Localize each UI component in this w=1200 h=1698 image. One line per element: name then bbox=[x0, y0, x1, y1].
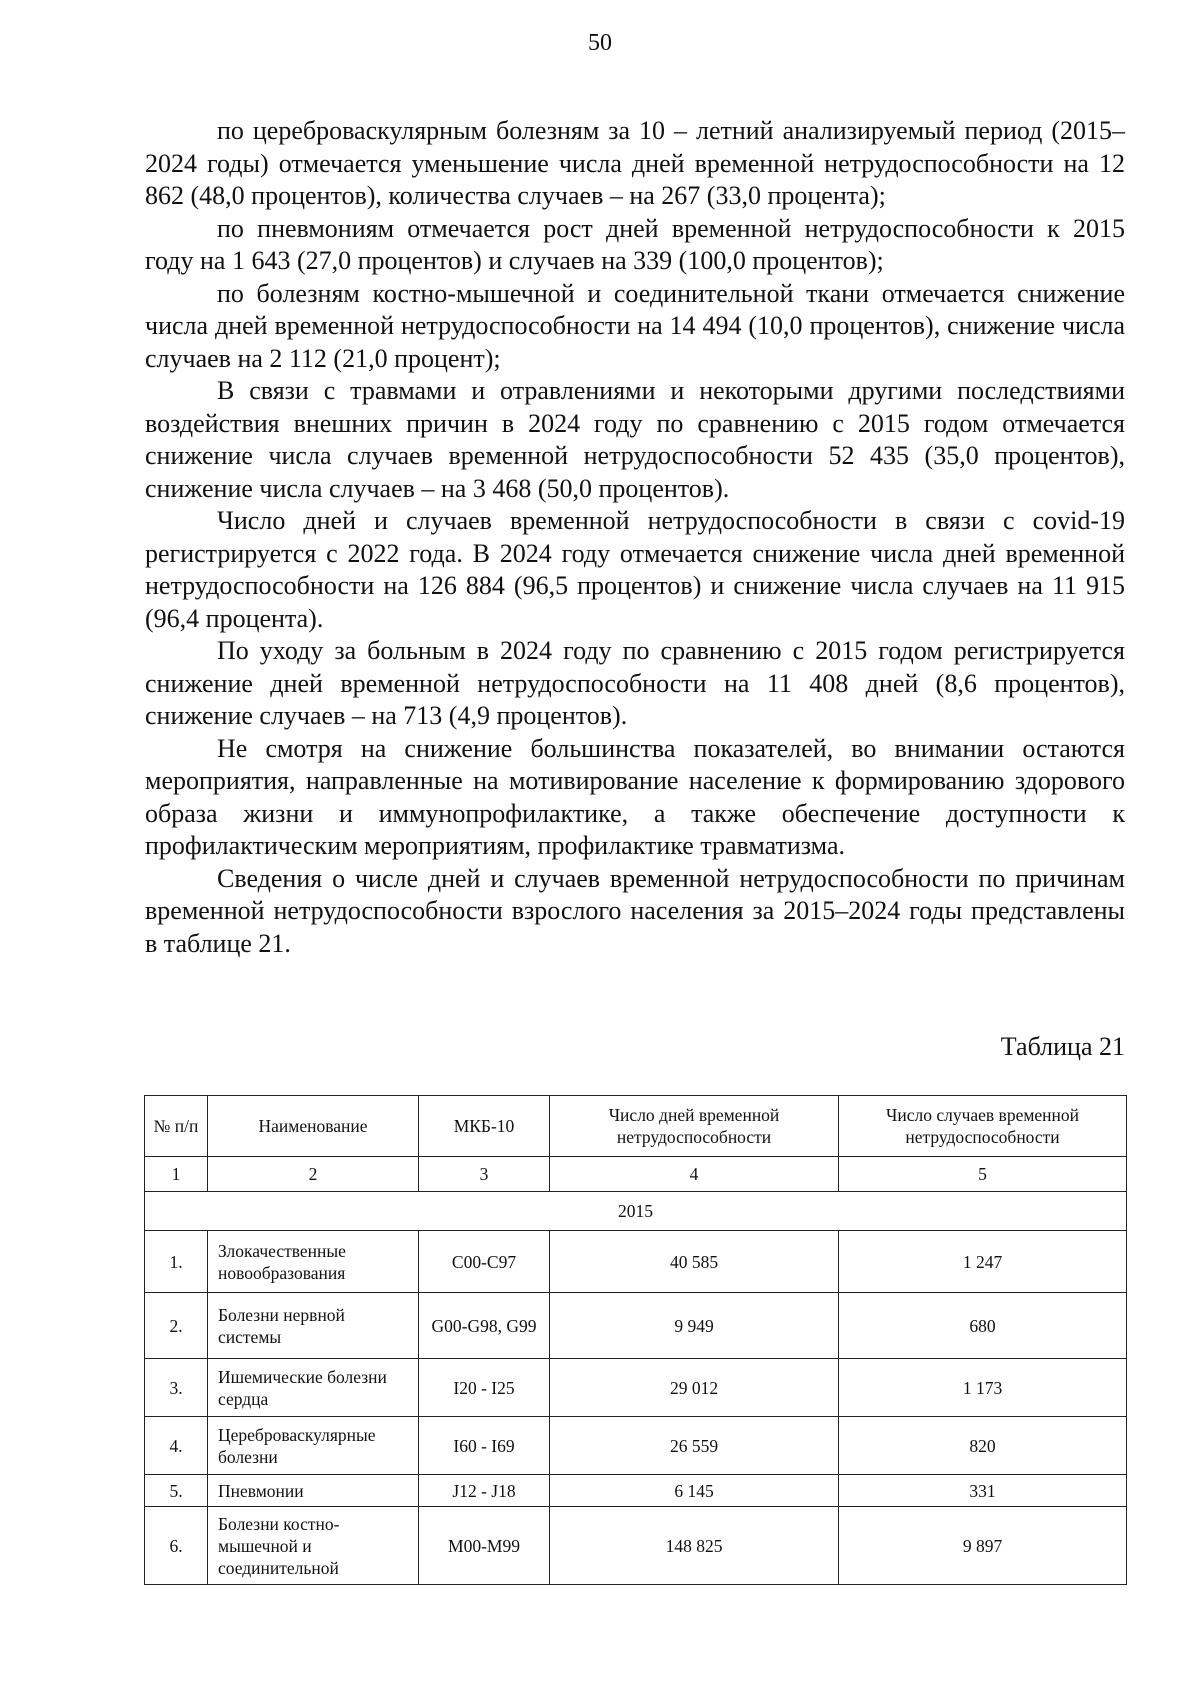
column-numbers-row bbox=[145, 1157, 1127, 1192]
column-number: 5 bbox=[839, 1157, 1127, 1192]
row-num: 1. bbox=[145, 1231, 208, 1293]
row-days: 40 585 bbox=[550, 1231, 839, 1293]
row-name: Злокачественные новообразования bbox=[208, 1231, 419, 1293]
year-row bbox=[145, 1192, 1127, 1231]
table-caption: Таблица 21 bbox=[1000, 1032, 1125, 1061]
row-name: Пневмонии bbox=[208, 1475, 419, 1507]
row-mkb: I20 - I25 bbox=[419, 1359, 550, 1417]
row-cases: 1 247 bbox=[839, 1231, 1127, 1293]
page-number: 50 bbox=[588, 30, 612, 56]
paragraph: по болезням костно-мышечной и соединительной ткани отмечается снижение числа дней временной нетрудоспособности на 14 494 (10,0 процентов), снижение числа случаев на 2 112 (21,0 процент); bbox=[145, 278, 1125, 373]
row-mkb: C00-C97 bbox=[419, 1231, 550, 1293]
table-row bbox=[145, 1231, 1127, 1293]
row-cases: 9 897 bbox=[839, 1507, 1127, 1585]
body-text bbox=[145, 115, 1125, 960]
paragraph: по пневмониям отмечается рост дней временной нетрудоспособности к 2015 году на 1 643 (27,0 процентов) и случаев на 339 (100,0 процентов); bbox=[145, 213, 1125, 275]
row-cases: 1 173 bbox=[839, 1359, 1127, 1417]
header-mkb: МКБ-10 bbox=[419, 1096, 550, 1157]
row-num: 2. bbox=[145, 1293, 208, 1359]
column-number: 3 bbox=[419, 1157, 550, 1192]
table-row bbox=[145, 1293, 1127, 1359]
row-name: Цереброваскулярные болезни bbox=[208, 1417, 419, 1475]
row-mkb: J12 - J18 bbox=[419, 1475, 550, 1507]
row-days: 148 825 bbox=[550, 1507, 839, 1585]
paragraph: Не смотря на снижение большинства показателей, во внимании остаются мероприятия, направленные на мотивирование население к формированию здорового образа жизни и иммунопрофилактике, а также обеспечение доступности к профилактическим мероприятиям, профилактике травматизма. bbox=[145, 733, 1125, 860]
row-num: 3. bbox=[145, 1359, 208, 1417]
column-number: 2 bbox=[208, 1157, 419, 1192]
row-days: 6 145 bbox=[550, 1475, 839, 1507]
column-number: 4 bbox=[550, 1157, 839, 1192]
table-row bbox=[145, 1475, 1127, 1507]
data-table bbox=[144, 1095, 1127, 1585]
row-mkb: M00-M99 bbox=[419, 1507, 550, 1585]
row-cases: 680 bbox=[839, 1293, 1127, 1359]
table-row bbox=[145, 1417, 1127, 1475]
row-mkb: I60 - I69 bbox=[419, 1417, 550, 1475]
paragraph: Сведения о числе дней и случаев временной нетрудоспособности по причинам временной нетрудоспособности взрослого населения за 2015–2024 годы представлены в таблице 21. bbox=[145, 863, 1125, 958]
row-num: 4. bbox=[145, 1417, 208, 1475]
table-header-row bbox=[145, 1096, 1127, 1157]
row-name: Болезни нервной системы bbox=[208, 1293, 419, 1359]
row-cases: 820 bbox=[839, 1417, 1127, 1475]
row-num: 6. bbox=[145, 1507, 208, 1585]
row-days: 26 559 bbox=[550, 1417, 839, 1475]
paragraph: по цереброваскулярным болезням за 10 – летний анализируемый период (2015–2024 годы) отмечается уменьшение числа дней временной нетрудоспособности на 12 862 (48,0 процентов), количества случаев – на 267 (33,0 процента); bbox=[145, 116, 1125, 210]
paragraph: Число дней и случаев временной нетрудоспособности в связи с covid-19 регистрируется с 2022 года. В 2024 году отмечается снижение числа дней временной нетрудоспособности на 126 884 (96,5 процентов) и снижение числа случаев на 11 915 (96,4 процента). bbox=[145, 506, 1125, 633]
row-name: Болезни костно-мышечной и соединительной bbox=[208, 1507, 419, 1585]
row-num: 5. bbox=[145, 1475, 208, 1507]
row-days: 9 949 bbox=[550, 1293, 839, 1359]
table-row bbox=[145, 1507, 1127, 1585]
header-name: Наименование bbox=[208, 1096, 419, 1157]
paragraph: По уходу за больным в 2024 году по сравнению с 2015 годом регистрируется снижение дней временной нетрудоспособности на 11 408 дней (8,6 процентов), снижение случаев – на 713 (4,9 процентов). bbox=[145, 636, 1125, 730]
row-name: Ишемические болезни сердца bbox=[208, 1359, 419, 1417]
header-cases: Число случаев временной нетрудоспособности bbox=[839, 1096, 1127, 1157]
paragraph: В связи с травмами и отравлениями и некоторыми другими последствиями воздействия внешних причин в 2024 году по сравнению с 2015 годом отмечается снижение числа случаев временной нетрудоспособности 52 435 (35,0 процентов), снижение числа случаев – на 3 468 (50,0 процентов). bbox=[145, 376, 1125, 503]
table-row bbox=[145, 1359, 1127, 1417]
year-label: 2015 bbox=[145, 1192, 1127, 1231]
column-number: 1 bbox=[145, 1157, 208, 1192]
header-num: № п/п bbox=[145, 1096, 208, 1157]
header-days: Число дней временной нетрудоспособности bbox=[550, 1096, 839, 1157]
row-mkb: G00-G98, G99 bbox=[419, 1293, 550, 1359]
row-days: 29 012 bbox=[550, 1359, 839, 1417]
row-cases: 331 bbox=[839, 1475, 1127, 1507]
